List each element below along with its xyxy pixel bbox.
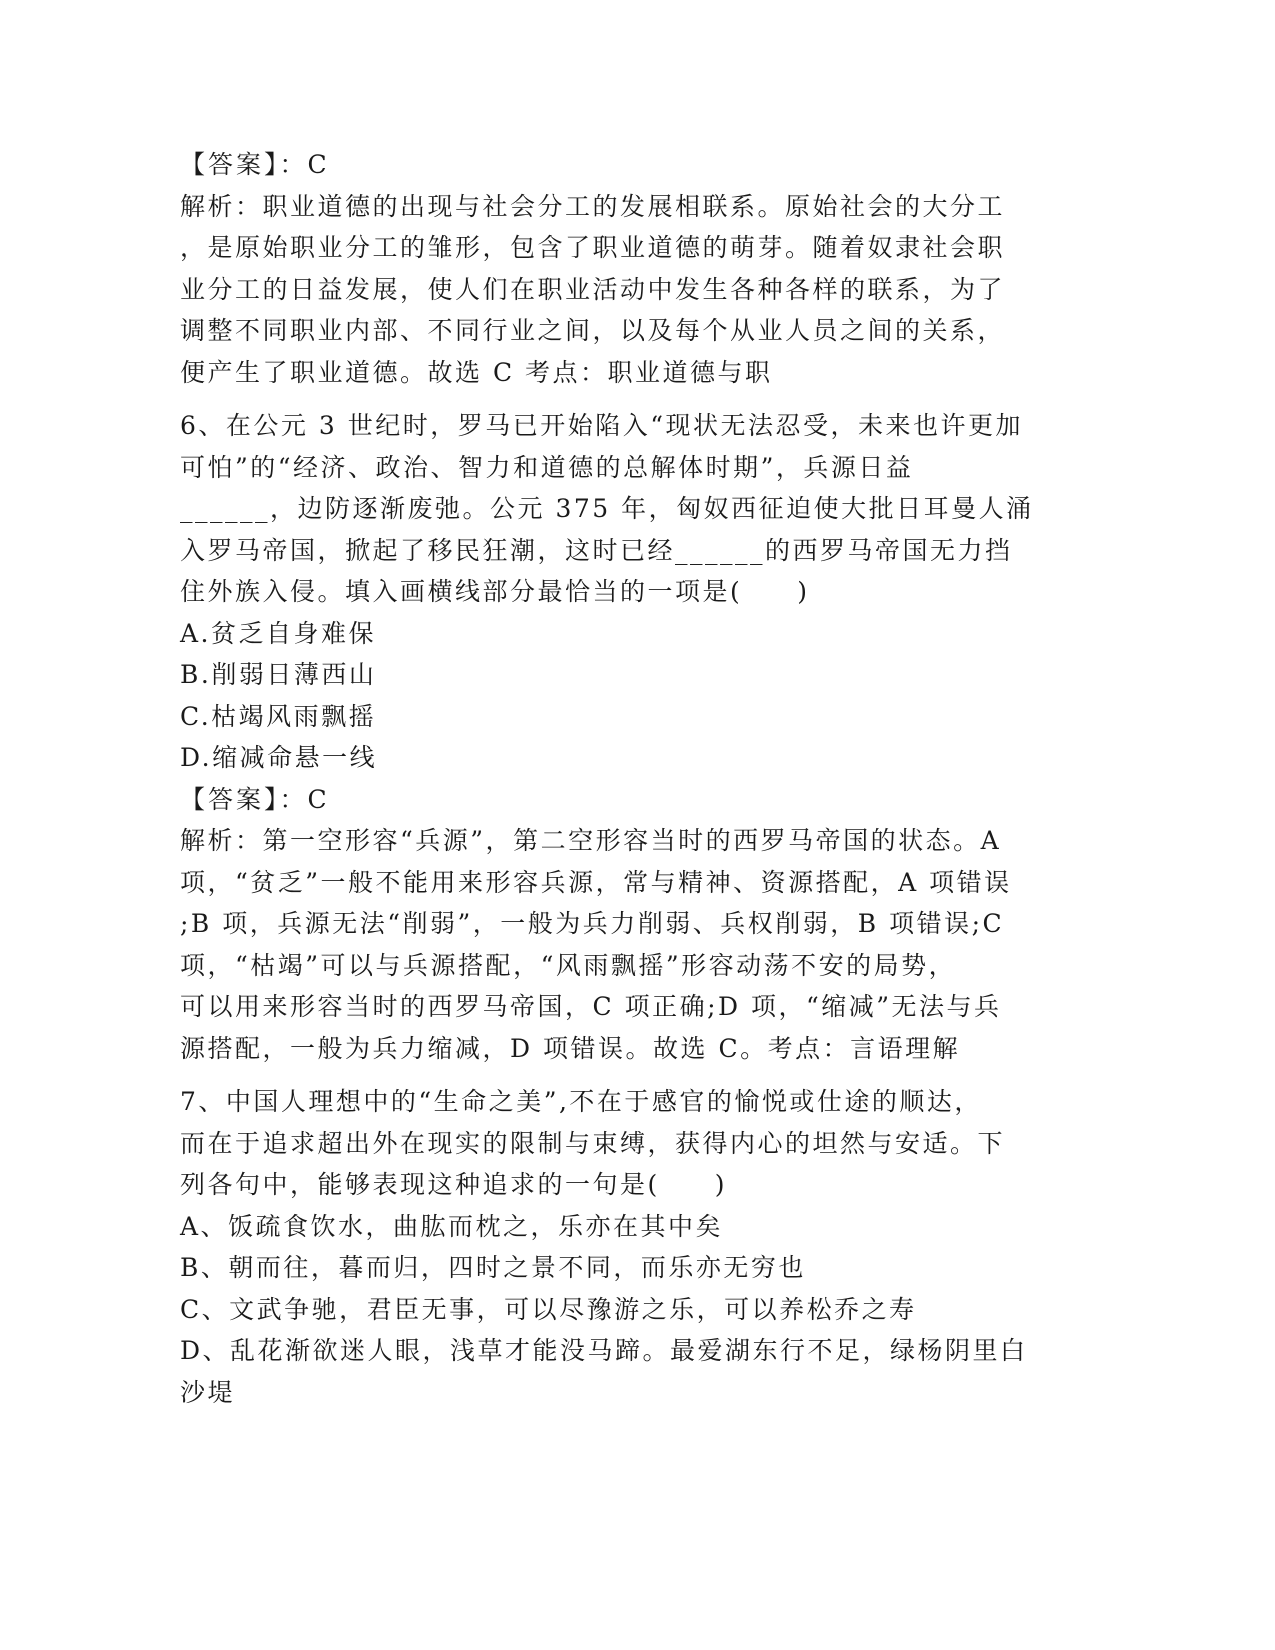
spacer: [180, 1069, 1050, 1081]
analysis-line: ，是原始职业分工的雏形，包含了职业道德的萌芽。随着奴隶社会职: [180, 233, 1006, 262]
option-a: A.贫乏自身难保: [180, 618, 377, 648]
document-body: [180, 144, 1050, 1413]
analysis-line: ;B 项，兵源无法“削弱”，一般为兵力削弱、兵权削弱，B 项错误;C: [180, 909, 1005, 938]
question-stem-line: 住外族入侵。填入画横线部分最恰当的一项是( ): [180, 577, 810, 606]
question-stem-line: 7、中国人理想中的“生命之美”,不在于感官的愉悦或仕途的顺达，: [180, 1087, 982, 1116]
question-7-block: [180, 1081, 1050, 1413]
option-b: B.削弱日薄西山: [180, 660, 377, 689]
question-stem-line: 而在于追求超出外在现实的限制与束缚，获得内心的坦然与安适。下: [180, 1128, 1006, 1158]
answer-label: 【答案】：C: [180, 150, 330, 179]
question-stem-line: 可怕”的“经济、政治、智力和道德的总解体时期”，兵源日益: [180, 452, 914, 482]
option-d: D.缩减命悬一线: [180, 743, 378, 772]
spacer: [180, 393, 1050, 405]
analysis-line: 项，“枯竭”可以与兵源搭配，“风雨飘摇”形容动荡不安的局势，: [180, 950, 957, 980]
question-stem-line: 入罗马帝国，掀起了移民狂潮，这时已经______的西罗马帝国无力挡: [180, 535, 1013, 565]
analysis-line: 调整不同职业内部、不同行业之间，以及每个从业人员之间的关系，: [180, 316, 1006, 345]
option-d-continued: 沙堤: [180, 1377, 236, 1407]
analysis-line: 业分工的日益发展，使人们在职业活动中发生各种各样的联系，为了: [180, 274, 1006, 304]
answer-label: 【答案】：C: [180, 784, 330, 814]
question-6-block: [180, 405, 1050, 1069]
option-a: A、饭疏食饮水，曲肱而枕之，乐亦在其中矣: [180, 1211, 724, 1241]
analysis-line: 可以用来形容当时的西罗马帝国，C 项正确;D 项，“缩减”无法与兵: [180, 992, 1002, 1021]
analysis-line: 项，“贫乏”一般不能用来形容兵源，常与精神、资源搭配，A 项错误: [180, 867, 1012, 897]
option-c: C.枯竭风雨飘摇: [180, 701, 377, 731]
previous-answer-block: [180, 144, 1050, 393]
question-stem-line: 6、在公元 3 世纪时，罗马已开始陷入“现状无法忍受，未来也许更加: [180, 411, 1023, 440]
option-d: D、乱花渐欲迷人眼，浅草才能没马蹄。最爱湖东行不足，绿杨阴里白: [180, 1336, 1028, 1365]
option-b: B、朝而往，暮而归，四时之景不同，而乐亦无穷也: [180, 1253, 806, 1282]
analysis-line: 解析：职业道德的出现与社会分工的发展相联系。原始社会的大分工: [180, 191, 1006, 221]
analysis-line: 便产生了职业道德。故选 C 考点：职业道德与职: [180, 357, 773, 387]
analysis-line: 解析：第一空形容“兵源”，第二空形容当时的西罗马帝国的状态。A: [180, 826, 1002, 855]
option-c: C、文武争驰，君臣无事，可以尽豫游之乐，可以养松乔之寿: [180, 1294, 917, 1324]
analysis-line: 源搭配，一般为兵力缩减，D 项错误。故选 C。考点：言语理解: [180, 1033, 961, 1063]
question-stem-line: ______，边防逐渐废弛。公元 375 年，匈奴西征迫使大批日耳曼人涌: [180, 494, 1034, 523]
question-stem-line: 列各句中，能够表现这种追求的一句是( ): [180, 1170, 728, 1199]
